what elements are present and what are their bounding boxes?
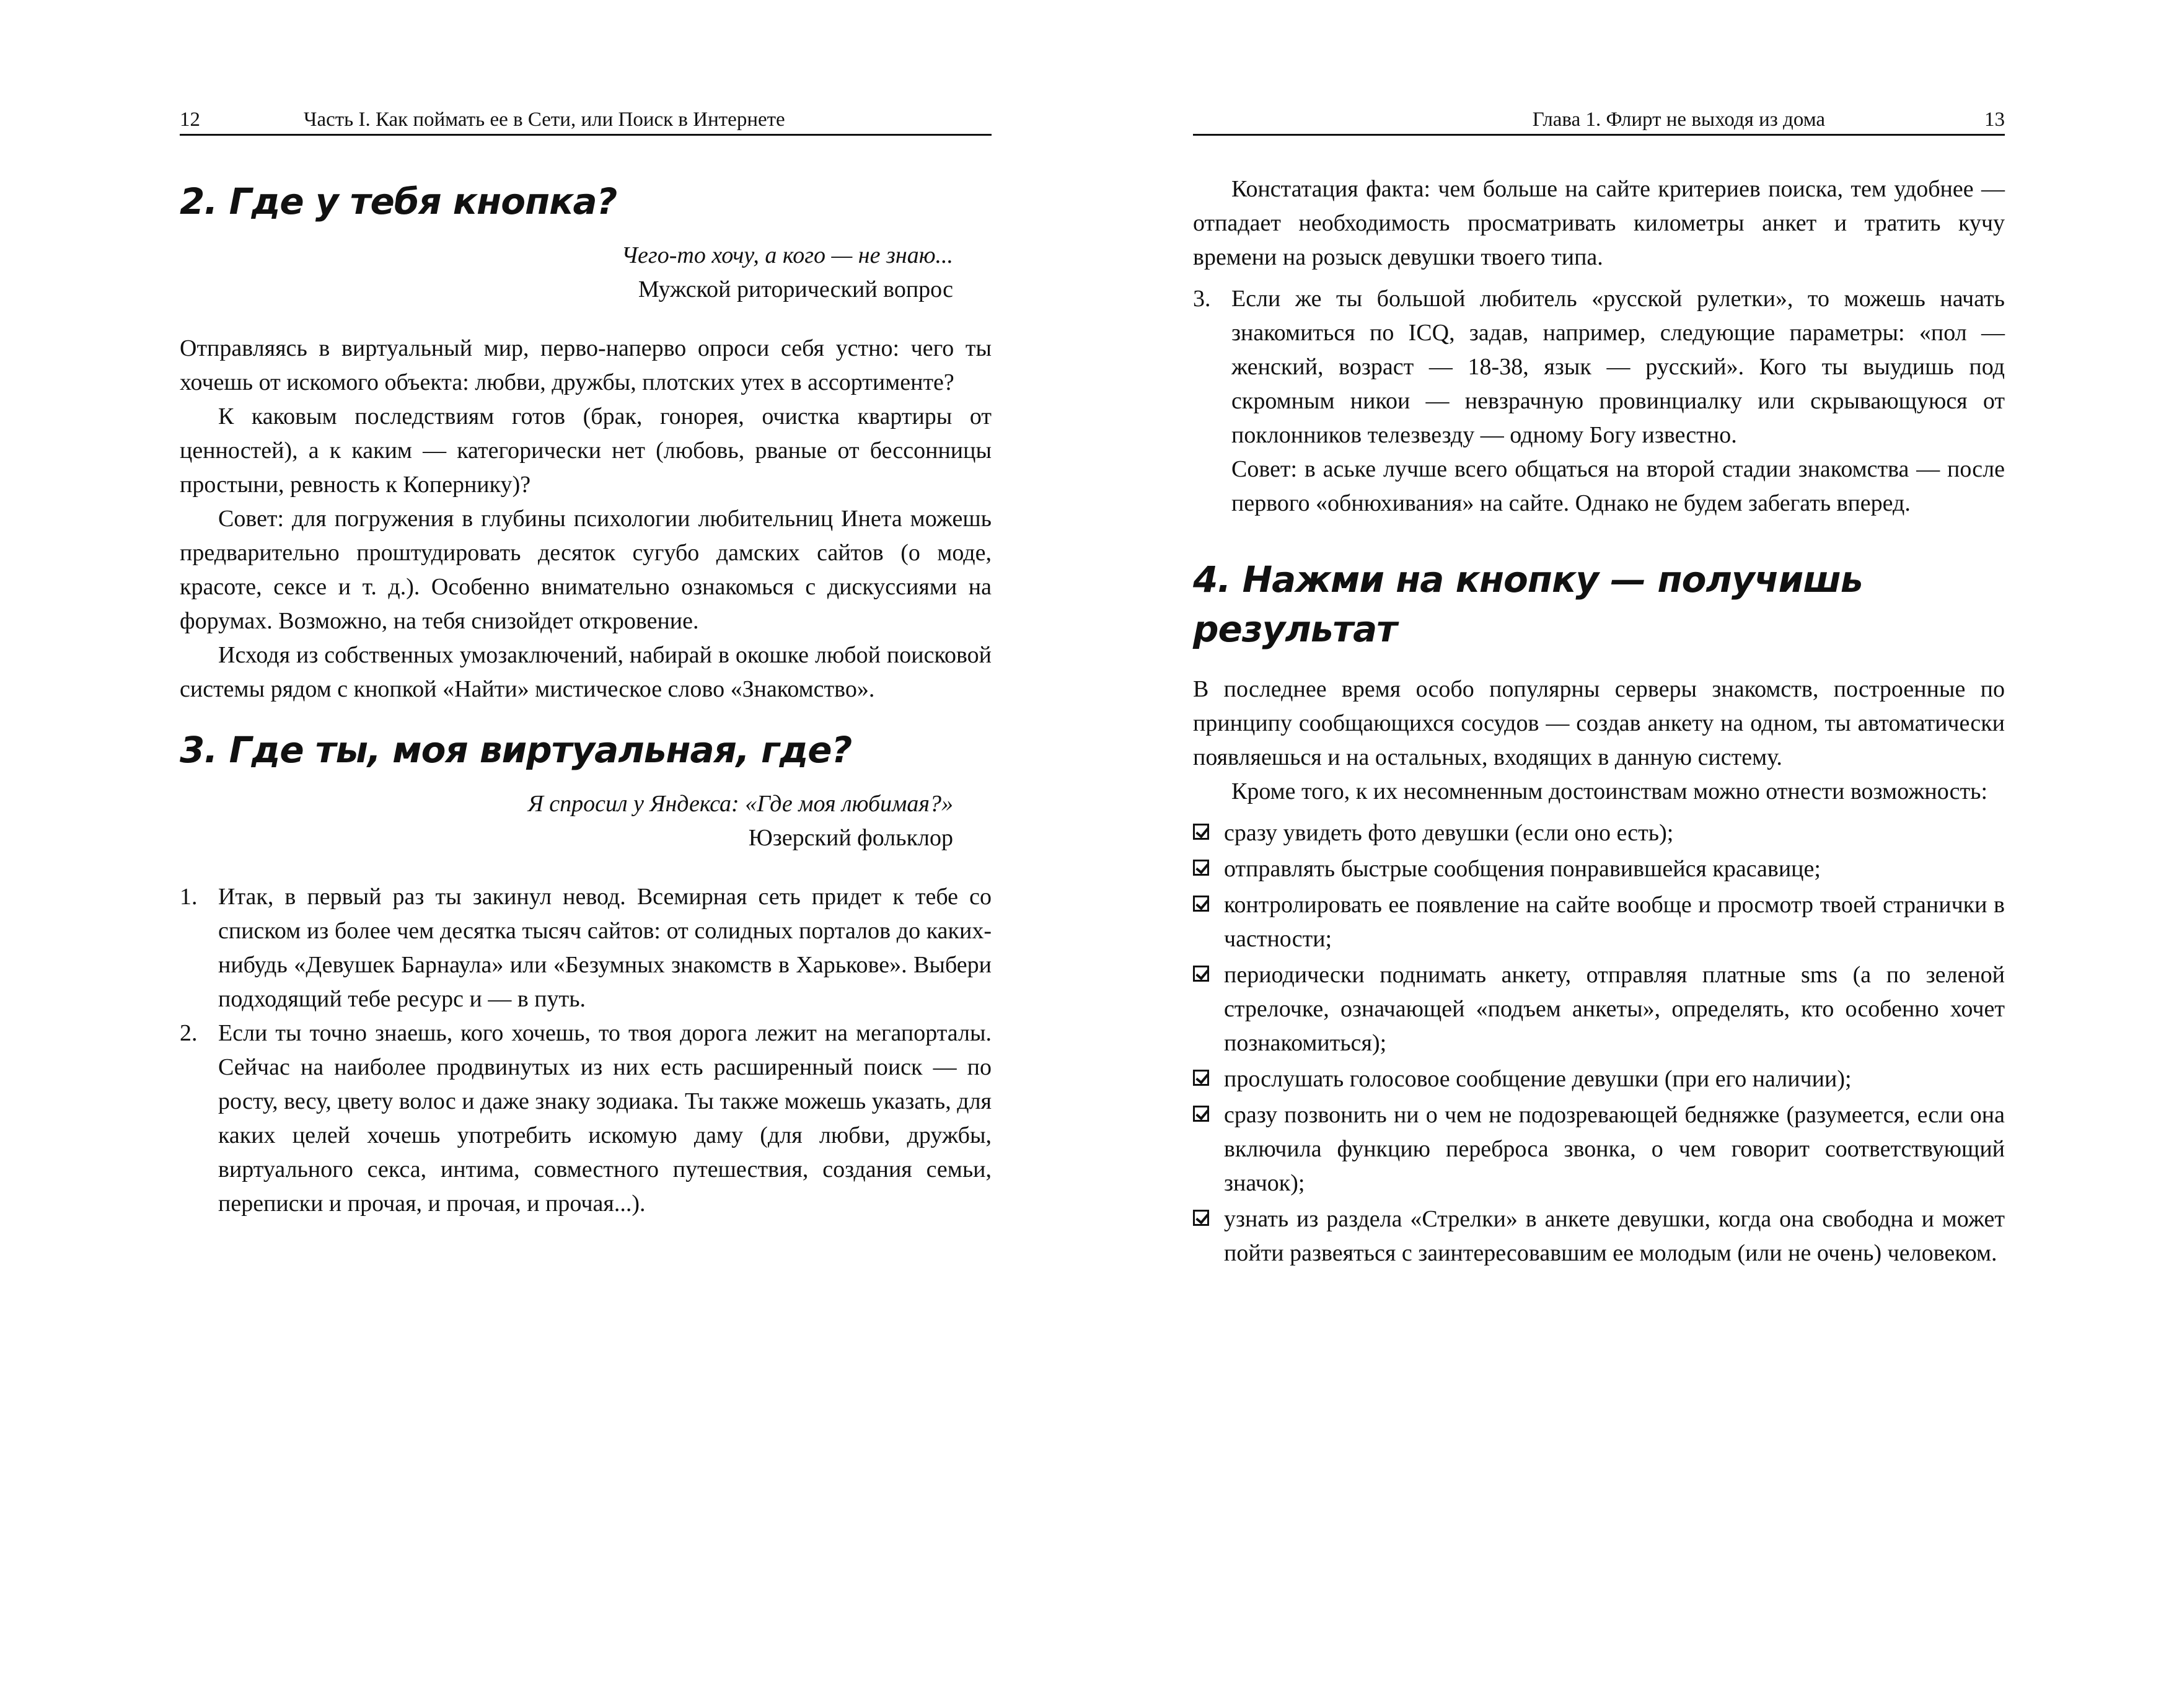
list-number: 3.: [1193, 286, 1211, 312]
running-title-left: Часть I. Как поймать ее в Сети, или Поиск в Интернете: [304, 108, 785, 131]
checklist-item-text: контролировать ее появление на сайте вообще и просмотр твоей странички в частности;: [1224, 892, 2005, 952]
checkbox-checked-icon: [1193, 1070, 1209, 1086]
paragraph: Констатация факта: чем больше на сайте критериев поиска, тем удобнее — отпадает необходимость просматривать километры анкет и тратить кучу времени на розыск девушки твоего типа.: [1193, 176, 2005, 270]
paragraph: Кроме того, к их несомненным достоинствам можно отнести возможность:: [1231, 778, 1988, 804]
section-3-heading: 3. Где ты, моя виртуальная, где?: [180, 729, 852, 771]
right-page: [1193, 0, 2005, 1708]
list-number: 1.: [180, 884, 198, 910]
checkbox-checked-icon: [1193, 824, 1209, 840]
right-page-content: [1193, 172, 2005, 1272]
paragraph: Исходя из собственных умозаключений, набирай в окошке любой поисковой системы рядом с кнопкой «Найти» мистическое слово «Знакомство».: [180, 642, 992, 702]
section-4-heading: 4. Нажми на кнопку — получишь результат: [1193, 558, 1863, 650]
left-page: [180, 0, 992, 1708]
section-3-epigraph: [180, 787, 992, 855]
list-item-text: Если ты точно знаешь, кого хочешь, то твоя дорога лежит на мегапорталы. Сейчас на наиболее продвинутых из них есть расширенный поиск — по росту, весу, цвету волос и даже знаку зодиака. Ты также можешь указать, для каких целей хочешь употребить искомую даму (для любви, дружбы, виртуального секса, интима, совместного путешествия, создания семьи, переписки и прочая, и прочая, и прочая...).: [218, 1020, 992, 1217]
epigraph-quote: Чего-то хочу, а кого — не знаю...: [621, 242, 953, 268]
list-item-text: Итак, в первый раз ты закинул невод. Всемирная сеть придет к тебе со списком из более чем десятка тысяч сайтов: от солидных порталов до каких-нибудь «Девушек Барнаула» или «Безумных знакомств в Харькове». Выбери подходящий тебе ресурс и — в путь.: [218, 884, 992, 1012]
checklist-item: [1193, 1062, 2005, 1096]
section-2-heading: 2. Где у тебя кнопка?: [180, 180, 617, 222]
list-number: 2.: [180, 1020, 198, 1046]
checklist-item: [1193, 1202, 2005, 1270]
checklist-item-text: отправлять быстрые сообщения понравившейся красавице;: [1224, 856, 1821, 882]
checklist-item: [1193, 816, 2005, 850]
paragraph: В последнее время особо популярны серверы знакомств, построенные по принципу сообщающихся сосудов — создав анкету на одном, ты автоматически появляешься и на остальных, входящих в данную систему.: [1193, 676, 2005, 770]
advice-paragraph: Совет: в аське лучше всего общаться на второй стадии знакомства — после первого «обнюхивания» на сайте. Однако не будем забегать вперед.: [1231, 456, 2005, 516]
checkbox-checked-icon: [1193, 860, 1209, 876]
checkbox-checked-icon: [1193, 1106, 1209, 1122]
left-page-content: [180, 177, 992, 1221]
paragraph: Совет: для погружения в глубины психологии любительниц Инета можешь предварительно проштудировать десяток сугубо дамских сайтов (о моде, красоте, сексе и т. д.). Особенно внимательно ознакомься с дискуссиями на форумах. Возможно, на тебя снизойдет откровение.: [180, 506, 992, 634]
checklist-item-text: узнать из раздела «Стрелки» в анкете девушки, когда она свободна и может пойти развеяться с заинтересовавшим ее молодым (или не очень) человеком.: [1224, 1206, 2005, 1266]
epigraph-quote: Я спросил у Яндекса: «Где моя любимая?»: [527, 791, 953, 817]
running-head-right: [1193, 105, 2005, 136]
checklist-item: [1193, 1098, 2005, 1200]
section-2-epigraph: [180, 239, 992, 307]
checkbox-checked-icon: [1193, 1210, 1209, 1226]
checklist-item-text: сразу позвонить ни о чем не подозревающей бедняжке (разумеется, если она включила функцию переброса звонка, о чем говорит соответствующий значок);: [1224, 1102, 2005, 1196]
checklist: [1193, 816, 2005, 1270]
checklist-item: [1193, 852, 2005, 886]
list-item-text: Если же ты большой любитель «русской рулетки», то можешь начать знакомиться по ICQ, задав, например, следующие параметры: «пол — женский, возраст — 18-38, язык — русский». Кого ты выудишь под скромным никои — невзрачную провинциалку или скрывающуюся от поклонников телезвезду — одному Богу известно.: [1231, 286, 2005, 448]
running-head-left: [180, 105, 992, 136]
checkbox-checked-icon: [1193, 966, 1209, 982]
numbered-list: [180, 880, 992, 1221]
checklist-item-text: сразу увидеть фото девушки (если оно есть);: [1224, 820, 1674, 846]
page-number-right: 13: [1984, 108, 2005, 131]
list-item: [1193, 282, 2005, 452]
checklist-item-text: прослушать голосовое сообщение девушки (при его наличии);: [1224, 1066, 1852, 1092]
checklist-item: [1193, 888, 2005, 956]
page-number-left: 12: [180, 108, 200, 131]
epigraph-attribution: Мужской риторический вопрос: [638, 276, 953, 302]
paragraph: К каковым последствиям готов (брак, гонорея, очистка квартиры от ценностей), а к каким — категорически нет (любовь, рваные от бессонницы простыни, ревность к Копернику)?: [180, 403, 992, 498]
checkbox-checked-icon: [1193, 896, 1209, 912]
epigraph-attribution: Юзерский фольклор: [748, 825, 953, 851]
running-title-right: Глава 1. Флирт не выходя из дома: [1532, 108, 1825, 131]
list-item: [180, 880, 992, 1016]
list-item: [180, 1016, 992, 1221]
checklist-item-text: периодически поднимать анкету, отправляя платные sms (а по зеленой стрелочке, означающей «подъем анкеты», определять, кто особенно хочет познакомиться);: [1224, 962, 2005, 1056]
checklist-item: [1193, 958, 2005, 1060]
numbered-list: [1193, 282, 2005, 452]
paragraph: Отправляясь в виртуальный мир, перво-наперво опроси себя устно: чего ты хочешь от искомого объекта: любви, дружбы, плотских утех в ассортименте?: [180, 335, 992, 395]
